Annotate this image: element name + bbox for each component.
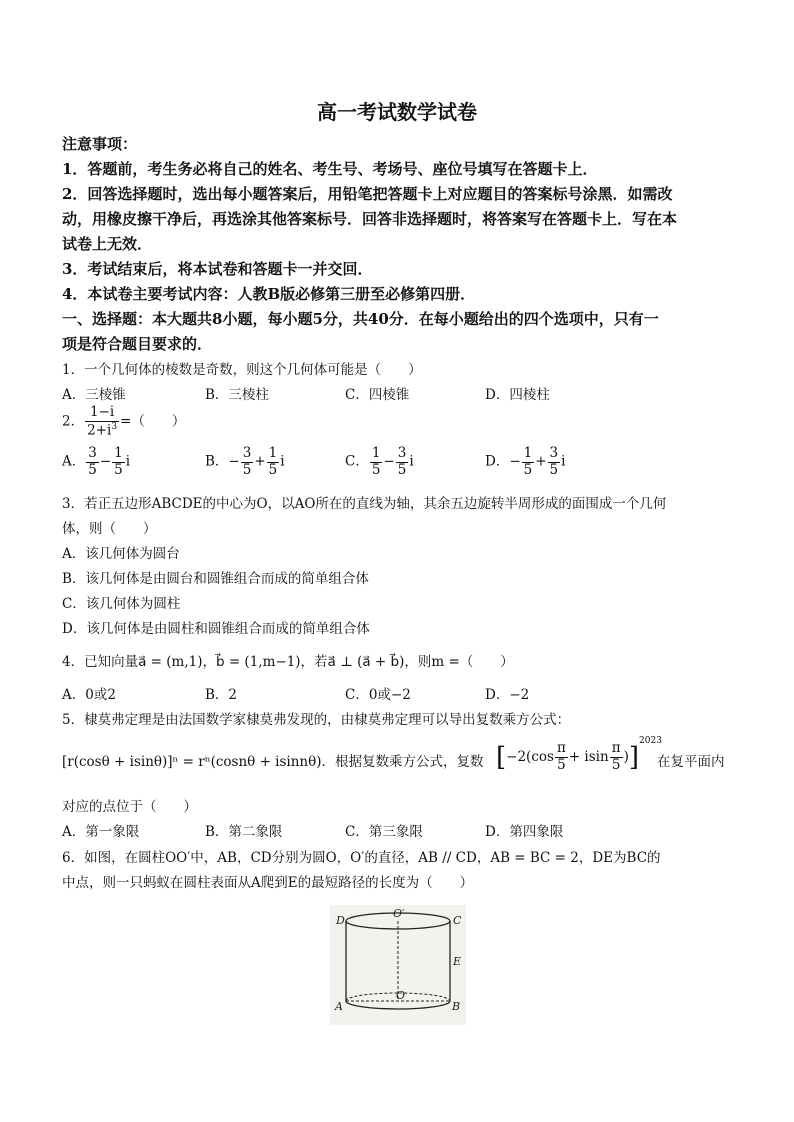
q2-tail: =（ ）	[120, 413, 186, 430]
q2-option-b: B．− $\frac{3}{5}$ + $\frac{1}{5}$ i	[205, 445, 285, 478]
notice-item-2-cont: 动，用橡皮擦干净后，再选涂其他答案标号．回答非选择题时，将答案写在答题卡上．写在本	[62, 210, 678, 228]
q2-fraction	[85, 405, 119, 439]
q5-option-d: D．第四象限	[485, 824, 564, 840]
q2-stem	[62, 405, 185, 439]
q3-option-a: A．该几何体为圆台	[62, 546, 180, 562]
cylinder-figure	[330, 905, 466, 1025]
label-d: D	[336, 914, 345, 927]
q3-option-d: D．该几何体是由圆柱和圆锥组合而成的简单组合体	[62, 621, 370, 637]
q2-option-d: D．− $\frac{1}{5}$ + $\frac{3}{5}$ i	[485, 445, 566, 478]
q5-stem: 5．棣莫弗定理是由法国数学家棣莫弗发现的，由棣莫弗定理可以导出复数乘方公式：	[62, 712, 571, 728]
notice-item-1: 1．答题前，考生务必将自己的姓名、考生号、考场号、座位号填写在答题卡上．	[62, 160, 598, 178]
q4-option-c: C．0或−2	[345, 687, 411, 703]
notice-item-2: 2．回答选择题时，选出每小题答案后，用铅笔把答题卡上对应题目的答案标号涂黑．如需改	[62, 185, 673, 203]
q5-option-c: C．第三象限	[345, 824, 423, 840]
notice-heading: 注意事项：	[62, 135, 138, 153]
q4-stem: 4．已知向量a⃗ = (m,1)，b⃗ = (1,m−1)，若a⃗ ⊥ (a⃗ + b⃗)，则m =（ ）	[62, 654, 514, 670]
q4-option-b: B．2	[205, 687, 238, 703]
notice-item-4: 4．本试卷主要考试内容：人教B版必修第三册至必修第四册．	[62, 285, 476, 303]
q1-stem: 1．一个几何体的棱数是奇数，则这个几何体可能是（ ）	[62, 362, 422, 378]
label-o-prime: O′	[393, 907, 405, 920]
q5-stem-end: 对应的点位于（ ）	[62, 799, 197, 815]
q3-option-b: B．该几何体是由圆台和圆锥组合而成的简单组合体	[62, 571, 369, 587]
page-title: 高一考试数学试卷	[317, 100, 477, 124]
q4-option-d: D．−2	[485, 687, 530, 703]
section-heading-cont: 项是符合题目要求的．	[62, 335, 213, 353]
q6-stem: 6．如图，在圆柱OO′中，AB，CD分别为圆O，O′的直径，AB // CD，AB = BC = 2，DE为BC的	[62, 850, 661, 866]
q1-option-a: A．三棱锥	[62, 387, 126, 403]
label-a: A	[335, 1000, 343, 1013]
q5-complex-expression: [−2(cos $\frac{\pi}{5}$ + isin $\frac{\pi}{5}$ )]$^{2023}$	[496, 736, 662, 773]
q2-option-c: C． $\frac{1}{5}$ − $\frac{3}{5}$ i	[345, 445, 414, 478]
q2-option-a: A． $\frac{3}{5}$ − $\frac{1}{5}$ i	[62, 445, 131, 478]
q5-option-b: B．第二象限	[205, 824, 283, 840]
label-c: C	[453, 914, 462, 927]
notice-item-2-end: 试卷上无效．	[62, 235, 153, 253]
q3-stem-cont: 体，则（ ）	[62, 521, 157, 537]
notice-item-3: 3．考试结束后，将本试卷和答题卡一并交回．	[62, 260, 373, 278]
q1-option-c: C．四棱锥	[345, 387, 410, 403]
q2-numerator: 1−i	[85, 405, 119, 422]
q3-option-c: C．该几何体为圆柱	[62, 596, 181, 612]
q4-option-a: A．0或2	[62, 687, 116, 703]
q1-option-d: D．四棱柱	[485, 387, 550, 403]
q3-stem: 3．若正五边形ABCDE的中心为O，以AO所在的直线为轴，其余五边旋转半周形成的面围成一个几何	[62, 496, 667, 512]
section-heading: 一、选择题：本大题共8小题，每小题5分，共40分．在每小题给出的四个选项中，只有一	[62, 310, 659, 328]
q2-denominator: $2+i^3$	[87, 421, 118, 439]
label-e: E	[453, 955, 462, 968]
label-o: O	[396, 989, 406, 1002]
q5-formula: [r(cosθ + isinθ)]ⁿ = rⁿ(cosnθ + isinnθ)．根据复数乘方公式，复数	[62, 754, 484, 770]
q1-option-b: B．三棱柱	[205, 387, 269, 403]
q2-number: 2．	[62, 413, 85, 430]
q5-tail: 在复平面内	[657, 754, 725, 770]
q5-option-a: A．第一象限	[62, 824, 140, 840]
label-b: B	[452, 1000, 461, 1013]
q6-stem-cont: 中点，则一只蚂蚁在圆柱表面从A爬到E的最短路径的长度为（ ）	[62, 875, 474, 891]
